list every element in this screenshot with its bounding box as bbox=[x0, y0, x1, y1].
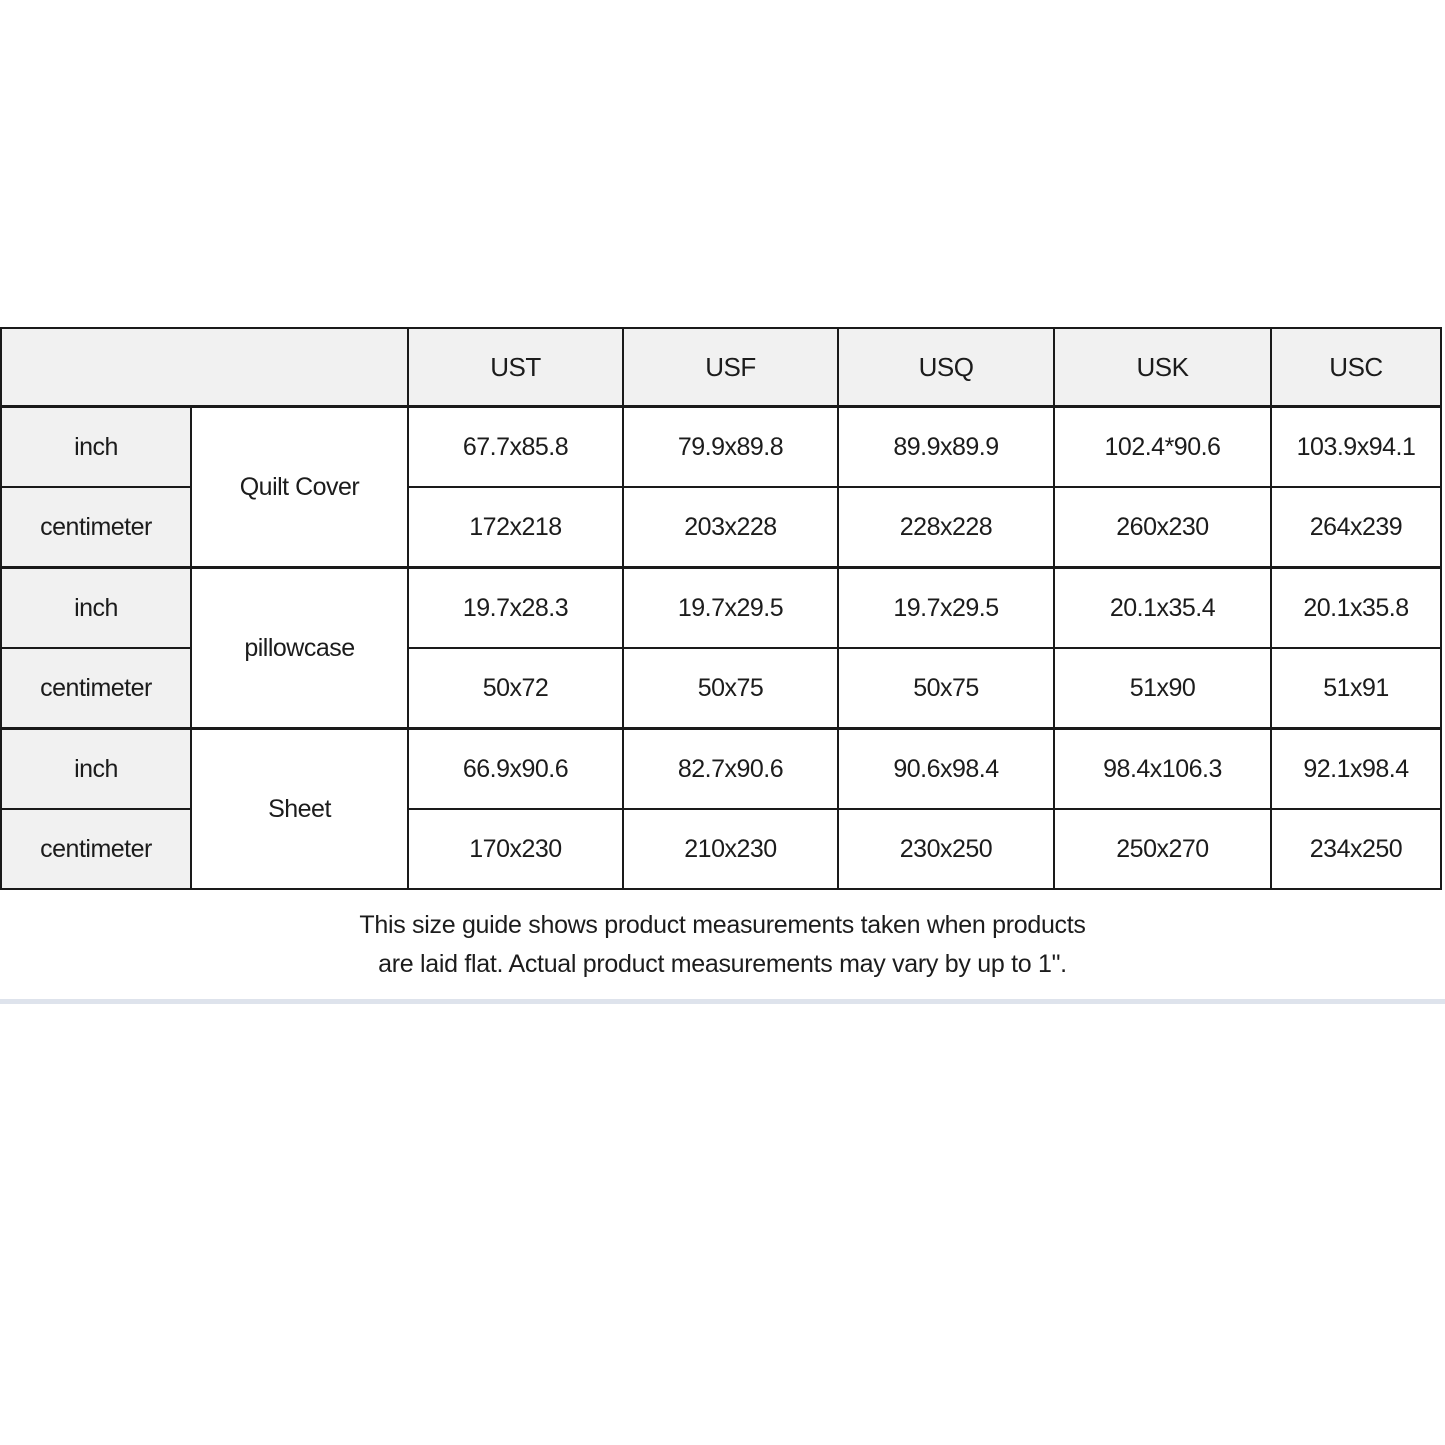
size-value-cell: 50x72 bbox=[408, 648, 623, 729]
size-value-cell: 89.9x89.9 bbox=[838, 407, 1054, 488]
product-label-pillowcase: pillowcase bbox=[191, 568, 408, 729]
unit-label: inch bbox=[1, 568, 191, 649]
size-value-cell: 98.4x106.3 bbox=[1054, 729, 1271, 810]
size-value-cell: 264x239 bbox=[1271, 487, 1441, 568]
size-column-header-ust: UST bbox=[408, 328, 623, 407]
size-value-cell: 203x228 bbox=[623, 487, 838, 568]
size-value-cell: 228x228 bbox=[838, 487, 1054, 568]
size-value-cell: 51x91 bbox=[1271, 648, 1441, 729]
size-value-cell: 90.6x98.4 bbox=[838, 729, 1054, 810]
unit-label: inch bbox=[1, 407, 191, 488]
unit-label: centimeter bbox=[1, 809, 191, 889]
size-value-cell: 172x218 bbox=[408, 487, 623, 568]
size-column-header-usq: USQ bbox=[838, 328, 1054, 407]
section-divider-line bbox=[0, 999, 1445, 1004]
unit-label: centimeter bbox=[1, 648, 191, 729]
size-value-cell: 79.9x89.8 bbox=[623, 407, 838, 488]
size-value-cell: 103.9x94.1 bbox=[1271, 407, 1441, 488]
size-value-cell: 19.7x29.5 bbox=[623, 568, 838, 649]
size-guide-table bbox=[0, 327, 1442, 890]
table-row-quilt-inch bbox=[1, 407, 1441, 488]
size-value-cell: 210x230 bbox=[623, 809, 838, 889]
product-label-sheet: Sheet bbox=[191, 729, 408, 890]
size-value-cell: 234x250 bbox=[1271, 809, 1441, 889]
footnote-line-1: This size guide shows product measurements taken when products bbox=[359, 911, 1086, 939]
size-column-header-usk: USK bbox=[1054, 328, 1271, 407]
footnote-line-2: are laid flat. Actual product measurements may vary by up to 1". bbox=[378, 950, 1067, 978]
size-value-cell: 102.4*90.6 bbox=[1054, 407, 1271, 488]
size-value-cell: 51x90 bbox=[1054, 648, 1271, 729]
size-value-cell: 50x75 bbox=[838, 648, 1054, 729]
size-value-cell: 20.1x35.4 bbox=[1054, 568, 1271, 649]
size-value-cell: 50x75 bbox=[623, 648, 838, 729]
size-guide-footnote bbox=[0, 906, 1445, 984]
table-row-pillowcase-inch bbox=[1, 568, 1441, 649]
table-header-row bbox=[1, 328, 1441, 407]
unit-label: inch bbox=[1, 729, 191, 810]
size-value-cell: 20.1x35.8 bbox=[1271, 568, 1441, 649]
product-label-quilt-cover: Quilt Cover bbox=[191, 407, 408, 568]
size-value-cell: 67.7x85.8 bbox=[408, 407, 623, 488]
size-value-cell: 92.1x98.4 bbox=[1271, 729, 1441, 810]
size-value-cell: 250x270 bbox=[1054, 809, 1271, 889]
size-value-cell: 230x250 bbox=[838, 809, 1054, 889]
table-row-sheet-inch bbox=[1, 729, 1441, 810]
size-column-header-usf: USF bbox=[623, 328, 838, 407]
unit-label: centimeter bbox=[1, 487, 191, 568]
size-value-cell: 66.9x90.6 bbox=[408, 729, 623, 810]
size-value-cell: 19.7x29.5 bbox=[838, 568, 1054, 649]
size-column-header-usc: USC bbox=[1271, 328, 1441, 407]
size-value-cell: 82.7x90.6 bbox=[623, 729, 838, 810]
size-value-cell: 260x230 bbox=[1054, 487, 1271, 568]
header-corner-cell bbox=[1, 328, 408, 407]
size-value-cell: 19.7x28.3 bbox=[408, 568, 623, 649]
size-value-cell: 170x230 bbox=[408, 809, 623, 889]
